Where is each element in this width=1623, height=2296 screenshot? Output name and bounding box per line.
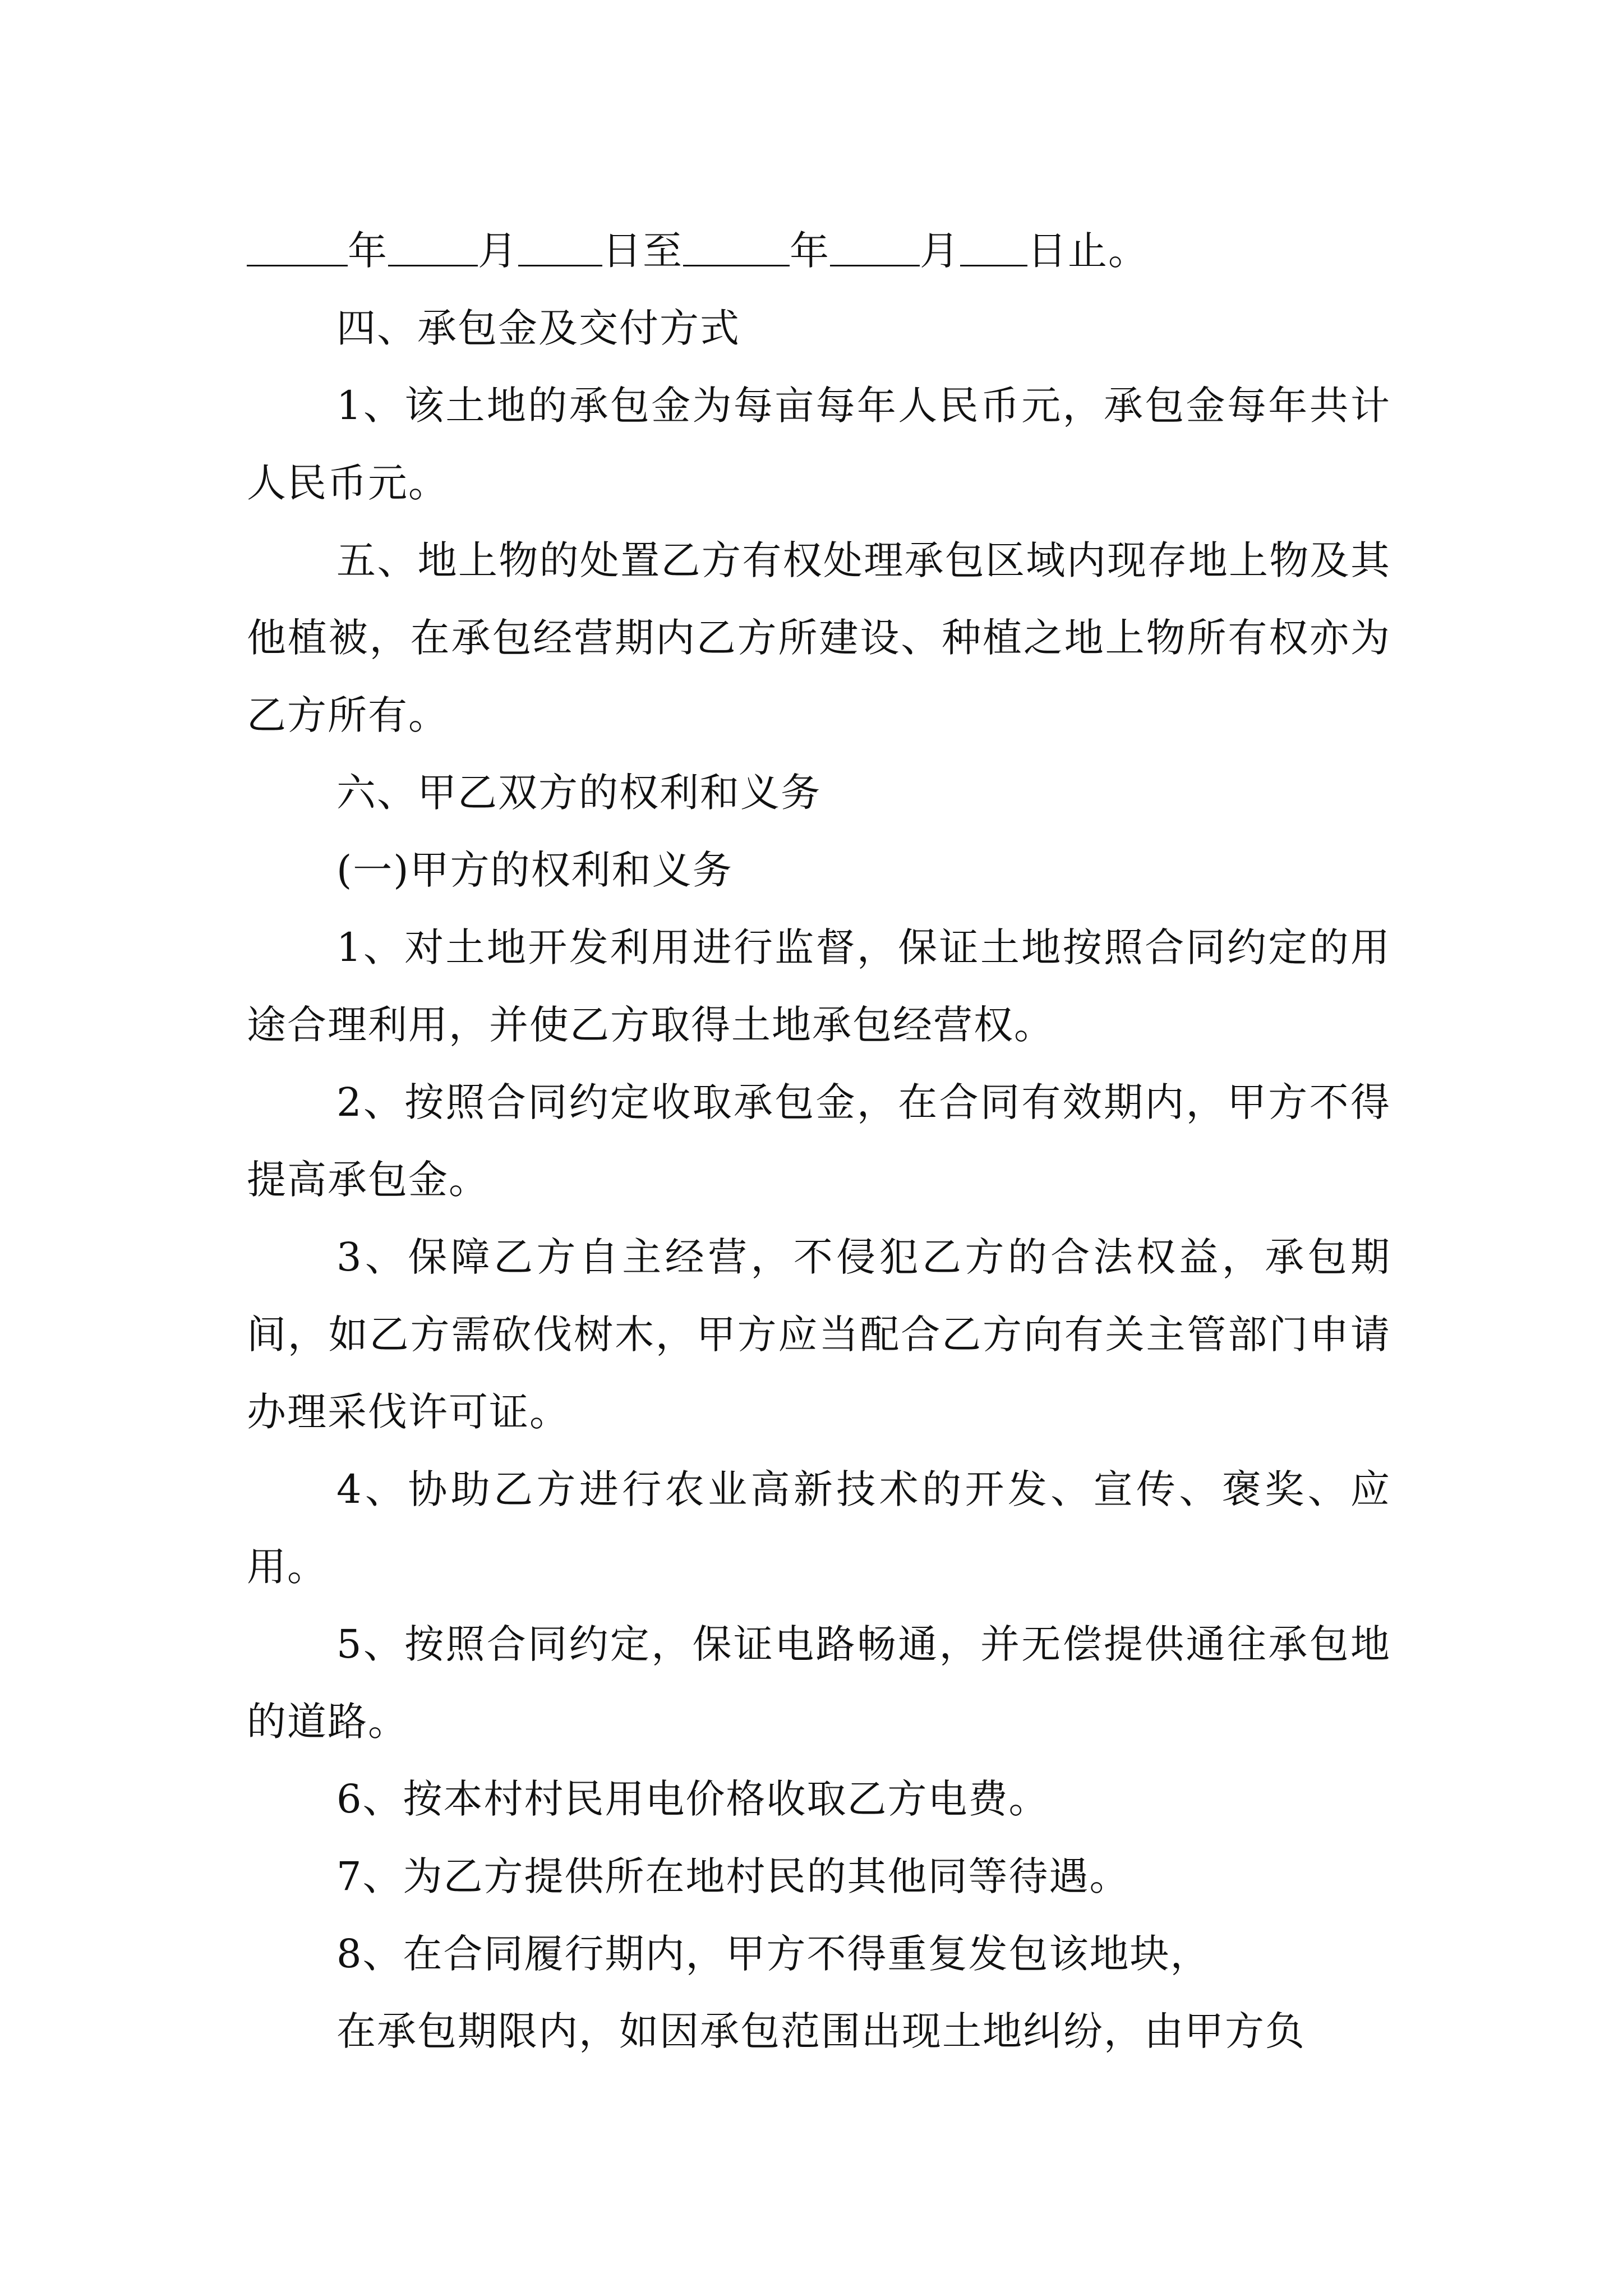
clause-party-a-1: 1、对土地开发利用进行监督，保证土地按照合同约定的用途合理利用，并使乙方取得土地承包经营权。 — [247, 924, 1391, 1048]
blank-year-end — [683, 231, 790, 266]
blank-year-start — [247, 231, 348, 266]
blank-month-end — [830, 231, 920, 266]
year-label-start: 年 — [348, 228, 388, 274]
year-label-end: 年 — [790, 228, 830, 274]
section-heading-property: 五、地上物的处置乙方有权处理承包区域内现存地上物及其他植被，在承包经营期内乙方所建设、种植之地上物所有权亦为乙方所有。 — [247, 537, 1391, 738]
clause-party-a-6: 6、按本村村民用电价格收取乙方电费。 — [336, 1776, 1049, 1822]
section-heading-payment: 四、承包金及交付方式 — [336, 305, 740, 351]
clause-party-a-7: 7、为乙方提供所在地村民的其他同等待遇。 — [336, 1853, 1130, 1899]
clause-party-a-2: 2、按照合同约定收取承包金，在合同有效期内，甲方不得提高承包金。 — [247, 1079, 1391, 1203]
clause-party-a-5: 5、按照合同约定，保证电路畅通，并无偿提供通往承包地的道路。 — [247, 1621, 1391, 1745]
day-end-label: 日止。 — [1027, 228, 1149, 274]
month-label-end: 月 — [920, 228, 960, 274]
clause-party-a-4: 4、协助乙方进行农业高新技术的开发、宣传、褒奖、应用。 — [247, 1466, 1391, 1590]
clause-continuation: 在承包期限内，如因承包范围出现土地纠纷，由甲方负 — [336, 2008, 1306, 2054]
blank-day-end — [960, 231, 1027, 266]
document-body — [247, 212, 1391, 2070]
blank-month-start — [388, 231, 478, 266]
section-heading-rights: 六、甲乙双方的权利和义务 — [336, 770, 821, 816]
subsection-heading-party-a: (一)甲方的权利和义务 — [336, 847, 733, 893]
date-range-line — [247, 212, 1391, 289]
clause-party-a-8: 8、在合同履行期内，甲方不得重复发包该地块， — [336, 1931, 1211, 1977]
month-label-start: 月 — [478, 228, 518, 274]
day-to-label: 日至 — [602, 228, 683, 274]
clause-party-a-3: 3、保障乙方自主经营，不侵犯乙方的合法权益，承包期间，如乙方需砍伐树木，甲方应当配合乙方向有关主管部门申请办理采伐许可证。 — [247, 1234, 1391, 1435]
blank-day-start — [518, 231, 602, 266]
clause-payment-1: 1、该土地的承包金为每亩每年人民币元，承包金每年共计人民币元。 — [247, 383, 1391, 506]
